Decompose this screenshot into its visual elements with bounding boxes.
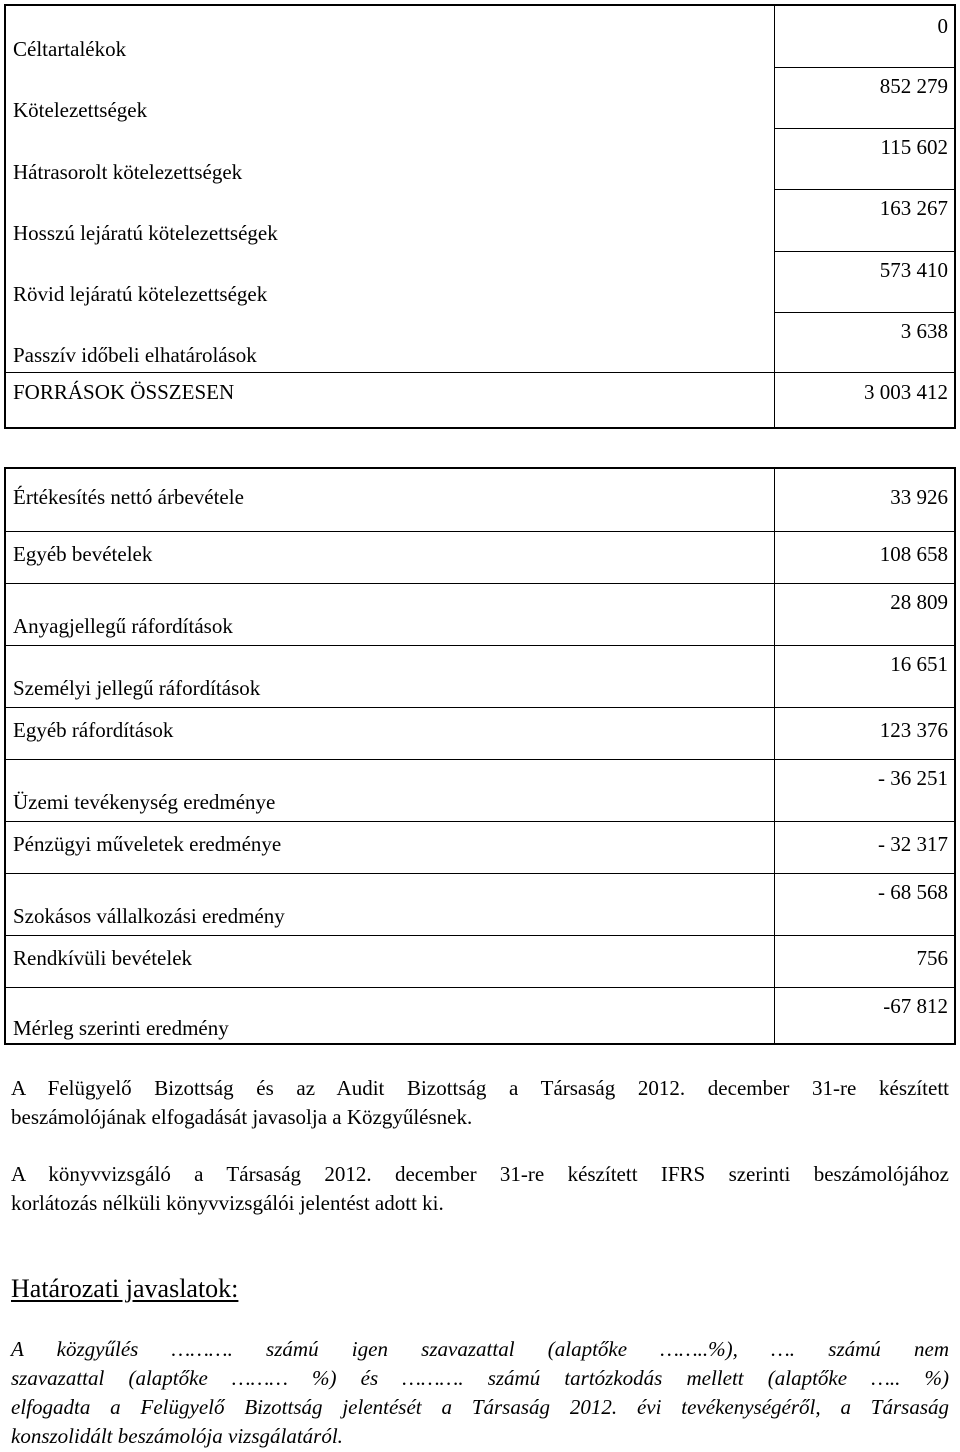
table-row-label: Üzemi tevékenység eredménye xyxy=(13,790,276,814)
table-row-label: Kötelezettségek xyxy=(13,98,148,122)
income-table xyxy=(4,467,956,1045)
column-divider xyxy=(774,6,775,427)
row-separator xyxy=(774,189,954,190)
table-row-value: 123 376 xyxy=(879,718,948,742)
table-row-value: 852 279 xyxy=(879,74,948,98)
row-separator xyxy=(774,128,954,129)
section-heading: Határozati javaslatok: xyxy=(11,1274,239,1303)
table-row-label: Rövid lejáratú kötelezettségek xyxy=(13,282,268,306)
table-row xyxy=(6,821,954,873)
table-row-value: 115 602 xyxy=(880,135,948,159)
row-separator xyxy=(774,67,954,68)
table-row-label: Mérleg szerinti eredmény xyxy=(13,1016,229,1040)
table-row-value: - 68 568 xyxy=(878,880,948,904)
table-row xyxy=(6,531,954,583)
paragraph-line: szavazattal (alaptőke ……… %) és ………. számú tartózkodás mellett (alaptőke ….. %) xyxy=(11,1366,949,1390)
total-label: FORRÁSOK ÖSSZESEN xyxy=(13,380,235,404)
table-row-value: 163 267 xyxy=(879,196,948,220)
table-row xyxy=(6,469,954,531)
table-row-label: Rendkívüli bevételek xyxy=(13,946,193,970)
table-row-value: 108 658 xyxy=(879,542,948,566)
table-row-label: Hosszú lejáratú kötelezettségek xyxy=(13,221,278,245)
table-row-label: Személyi jellegű ráfordítások xyxy=(13,676,261,700)
table-row-value: 3 638 xyxy=(900,319,948,343)
table-row-value: 16 651 xyxy=(890,652,948,676)
table-row xyxy=(6,583,954,645)
table-row-value: 756 xyxy=(916,946,948,970)
paragraph-line: A Felügyelő Bizottság és az Audit Bizottság a Társaság 2012. december 31-re készített xyxy=(11,1076,949,1100)
table-row-label: Szokásos vállalkozási eredmény xyxy=(13,904,285,928)
paragraph-line: elfogadta a Felügyelő Bizottság jelentését a Társaság 2012. évi tevékenységéről, a Társaság xyxy=(11,1395,949,1419)
row-separator xyxy=(6,372,954,373)
table-row-value: -67 812 xyxy=(883,994,948,1018)
table-row xyxy=(6,707,954,759)
table-row-value: 573 410 xyxy=(879,258,948,282)
table-row-label: Hátrasorolt kötelezettségek xyxy=(13,160,243,184)
liabilities-table xyxy=(4,4,956,429)
paragraph-line: beszámolójának elfogadását javasolja a Közgyűlésnek. xyxy=(11,1105,473,1129)
supervisory-board-paragraph xyxy=(11,1074,949,1132)
paragraph-line: A közgyűlés ………. számú igen szavazattal (alaptőke ……..%), …. számú nem xyxy=(11,1337,949,1361)
table-row-label: Egyéb bevételek xyxy=(13,542,153,566)
paragraph-line: A könyvvizsgáló a Társaság 2012. december 31-re készített IFRS szerinti beszámolójához xyxy=(11,1162,949,1186)
table-row xyxy=(6,759,954,821)
header-value: 0 xyxy=(937,14,948,38)
paragraph-line: korlátozás nélküli könyvvizsgálói jelentést adott ki. xyxy=(11,1191,444,1215)
paragraph-line: konszolidált beszámolója vizsgálatáról. xyxy=(11,1424,343,1448)
table-row-value: 33 926 xyxy=(890,485,948,509)
table-row-label: Egyéb ráfordítások xyxy=(13,718,174,742)
table-row-label: Passzív időbeli elhatárolások xyxy=(13,343,257,367)
table-row xyxy=(6,645,954,707)
row-separator xyxy=(774,251,954,252)
table-row xyxy=(6,935,954,987)
table-row-label: Anyagjellegű ráfordítások xyxy=(13,614,233,638)
table-row-label: Pénzügyi műveletek eredménye xyxy=(13,832,282,856)
auditor-paragraph xyxy=(11,1160,949,1218)
total-value: 3 003 412 xyxy=(864,380,948,404)
resolution-paragraph xyxy=(11,1335,949,1451)
table-row-label: Céltartalékok xyxy=(13,37,127,61)
table-row-label: Értékesítés nettó árbevétele xyxy=(13,485,244,509)
row-separator xyxy=(774,312,954,313)
table-row xyxy=(6,873,954,935)
table-row-value: 28 809 xyxy=(890,590,948,614)
table-row-value: - 36 251 xyxy=(878,766,948,790)
table-row-value: - 32 317 xyxy=(878,832,948,856)
table-row xyxy=(6,987,954,1047)
